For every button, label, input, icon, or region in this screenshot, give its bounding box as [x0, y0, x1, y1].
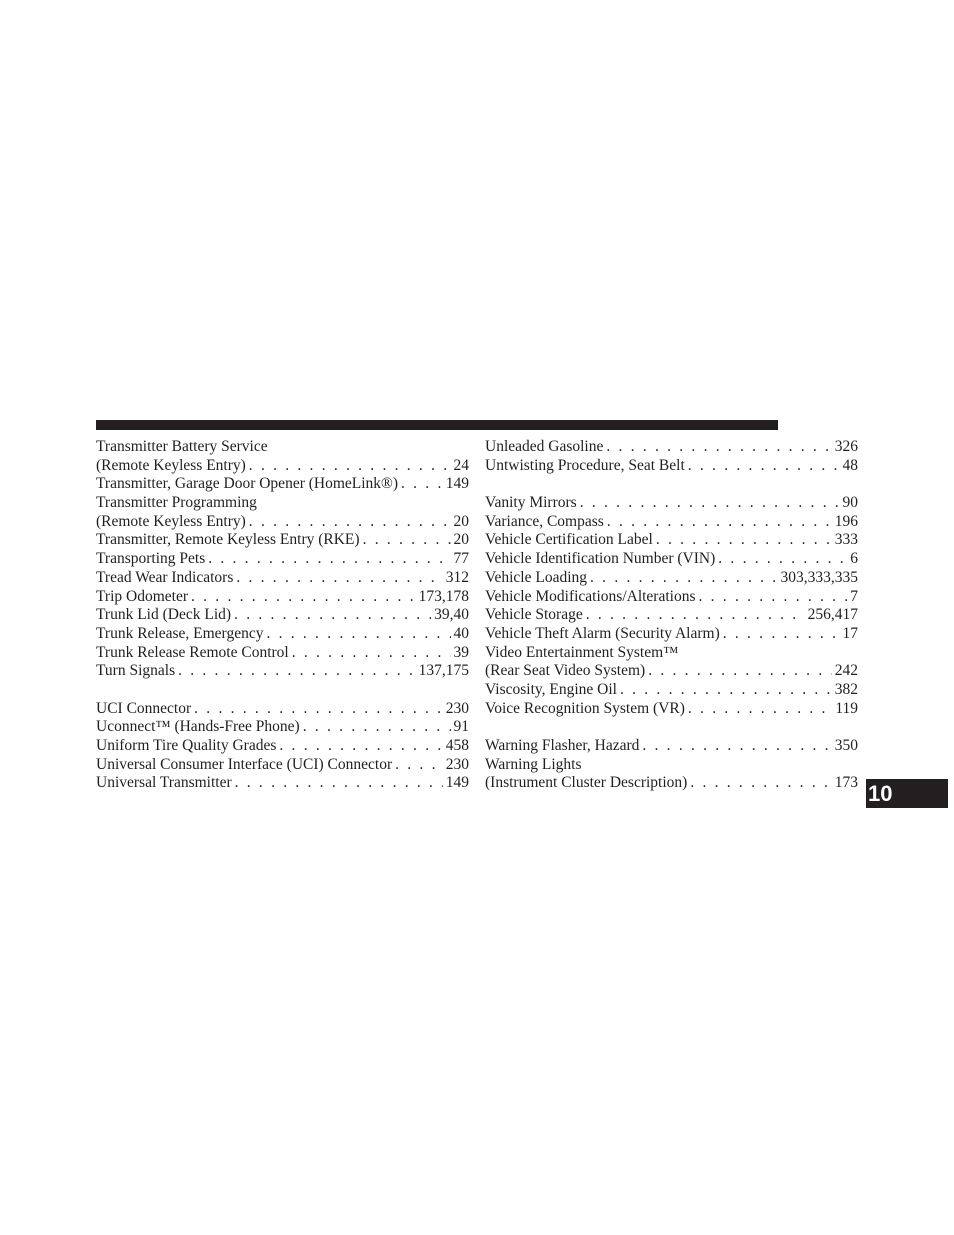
entry-page-number: 137,175 [418, 662, 469, 680]
dot-leader [234, 606, 431, 625]
index-entry [96, 737, 469, 756]
index-entry [96, 531, 469, 550]
index-entry [485, 681, 858, 700]
entry-label: Uniform Tire Quality Grades [96, 737, 277, 754]
index-entry [485, 737, 858, 756]
index-entry [485, 438, 858, 457]
entry-label: Untwisting Procedure, Seat Belt [485, 456, 685, 474]
entry-page-number: 230 [445, 755, 469, 773]
dot-leader [580, 494, 840, 513]
entry-label: Video Entertainment System™ [485, 643, 679, 661]
entry-page-number: 20 [453, 531, 469, 549]
entry-label: Voice Recognition System (VR) [485, 699, 685, 717]
dot-leader [235, 774, 443, 793]
entry-page-number: 173,178 [418, 587, 469, 605]
entry-label: Transmitter Programming [96, 494, 257, 512]
entry-label: Turn Signals [96, 662, 176, 680]
index-entry [485, 774, 858, 793]
entry-page-number: 303,333,335 [780, 568, 858, 586]
index-entry [485, 531, 858, 550]
entry-label: (Instrument Cluster Description) [485, 774, 688, 792]
dot-leader [249, 457, 451, 476]
dot-leader [303, 718, 451, 737]
index-entry [96, 569, 469, 588]
entry-label: Vanity Mirrors [485, 494, 577, 512]
entry-label: (Remote Keyless Entry) [96, 512, 246, 530]
index-entry [485, 494, 858, 513]
entry-label: Transmitter, Remote Keyless Entry (RKE) [96, 531, 360, 549]
section-gap [485, 718, 858, 737]
index-entry [96, 718, 469, 737]
index-entry [96, 550, 469, 569]
entry-page-number: 48 [842, 456, 858, 474]
entry-page-number: 39,40 [434, 606, 469, 624]
index-entry [96, 700, 469, 719]
entry-page-number: 149 [445, 774, 469, 792]
dot-leader [690, 774, 831, 793]
entry-page-number: 312 [445, 568, 469, 586]
dot-leader [648, 662, 832, 681]
entry-page-number: 382 [834, 680, 858, 698]
index-entry [96, 438, 469, 457]
dot-leader [688, 700, 832, 719]
index-entry [485, 513, 858, 532]
entry-label: (Rear Seat Video System) [485, 662, 646, 680]
entry-page-number: 39 [453, 643, 469, 661]
index-entry [96, 475, 469, 494]
index-entry [485, 457, 858, 476]
entry-label: UCI Connector [96, 699, 192, 717]
entry-label: Warning Flasher, Hazard [485, 737, 640, 754]
dot-leader [236, 569, 442, 588]
dot-leader [249, 513, 451, 532]
entry-label: Transmitter, Garage Door Opener (HomeLink®) [96, 475, 398, 493]
dot-leader [606, 438, 831, 457]
index-entry [485, 700, 858, 719]
dot-leader [194, 700, 443, 719]
index-entry [96, 606, 469, 625]
entry-label: Universal Consumer Interface (UCI) Connector [96, 755, 393, 773]
entry-label: Tread Wear Indicators [96, 568, 234, 586]
index-entry [485, 625, 858, 644]
entry-label: Vehicle Storage [485, 606, 583, 624]
index-entry [485, 606, 858, 625]
dot-leader [620, 681, 832, 700]
entry-label: Vehicle Modifications/Alterations [485, 587, 696, 605]
index-entry [96, 513, 469, 532]
entry-page-number: 196 [834, 512, 858, 530]
index-entry [96, 756, 469, 775]
entry-page-number: 230 [445, 699, 469, 717]
section-gap [96, 681, 469, 700]
index-entry [96, 625, 469, 644]
entry-page-number: 77 [453, 550, 469, 568]
index-column-right [485, 438, 858, 793]
dot-leader [279, 737, 442, 756]
entry-page-number: 149 [445, 475, 469, 493]
dot-leader [607, 513, 832, 532]
dot-leader [586, 606, 805, 625]
entry-page-number: 40 [453, 624, 469, 642]
dot-leader [363, 531, 451, 550]
entry-label: Vehicle Identification Number (VIN) [485, 550, 716, 568]
dot-leader [723, 625, 840, 644]
index-entry [485, 662, 858, 681]
entry-label: Transmitter Battery Service [96, 438, 268, 455]
entry-label: Trip Odometer [96, 587, 188, 605]
entry-page-number: 242 [834, 662, 858, 680]
entry-label: Universal Transmitter [96, 774, 232, 792]
dot-leader [266, 625, 450, 644]
dot-leader [718, 550, 847, 569]
chapter-tab: 10 [866, 779, 948, 808]
entry-label: Trunk Release Remote Control [96, 643, 289, 661]
entry-label: Transporting Pets [96, 550, 206, 568]
entry-page-number: 91 [453, 718, 469, 736]
dot-leader [699, 588, 848, 607]
index-entry [485, 588, 858, 607]
entry-page-number: 7 [850, 587, 858, 605]
index-entry [96, 457, 469, 476]
index-entry [96, 494, 469, 513]
entry-page-number: 6 [850, 550, 858, 568]
entry-label: Trunk Lid (Deck Lid) [96, 606, 232, 624]
entry-label: Uconnect™ (Hands-Free Phone) [96, 718, 300, 736]
entry-page-number: 17 [842, 624, 858, 642]
index-entry [96, 588, 469, 607]
dot-leader [401, 475, 443, 494]
dot-leader [178, 662, 416, 681]
dot-leader [395, 756, 443, 775]
index-entry [96, 774, 469, 793]
entry-label: Warning Lights [485, 755, 582, 773]
entry-label: Viscosity, Engine Oil [485, 680, 617, 698]
entry-page-number: 24 [453, 456, 469, 474]
index-entry [485, 569, 858, 588]
entry-label: Vehicle Theft Alarm (Security Alarm) [485, 624, 720, 642]
section-gap [485, 475, 858, 494]
entry-label: Trunk Release, Emergency [96, 624, 264, 642]
entry-label: Variance, Compass [485, 512, 604, 530]
entry-label: (Remote Keyless Entry) [96, 456, 246, 474]
entry-page-number: 326 [834, 438, 858, 455]
index-entry [485, 756, 858, 775]
entry-page-number: 256,417 [807, 606, 858, 624]
dot-leader [191, 588, 416, 607]
index-entry [485, 644, 858, 663]
top-rule [96, 420, 778, 430]
entry-page-number: 458 [445, 737, 469, 754]
dot-leader [590, 569, 777, 588]
entry-label: Vehicle Certification Label [485, 531, 653, 549]
entry-page-number: 350 [834, 737, 858, 754]
dot-leader [208, 550, 450, 569]
entry-label: Unleaded Gasoline [485, 438, 604, 455]
entry-page-number: 90 [842, 494, 858, 512]
index-entry [485, 550, 858, 569]
entry-page-number: 333 [834, 531, 858, 549]
dot-leader [656, 531, 832, 550]
entry-page-number: 173 [834, 774, 858, 792]
dot-leader [292, 644, 451, 663]
entry-page-number: 20 [453, 512, 469, 530]
entry-label: Vehicle Loading [485, 568, 588, 586]
index-entry [96, 644, 469, 663]
entry-page-number: 119 [835, 699, 858, 717]
index-entry [96, 662, 469, 681]
dot-leader [688, 457, 840, 476]
index-column-left [96, 438, 469, 793]
dot-leader [642, 737, 831, 756]
